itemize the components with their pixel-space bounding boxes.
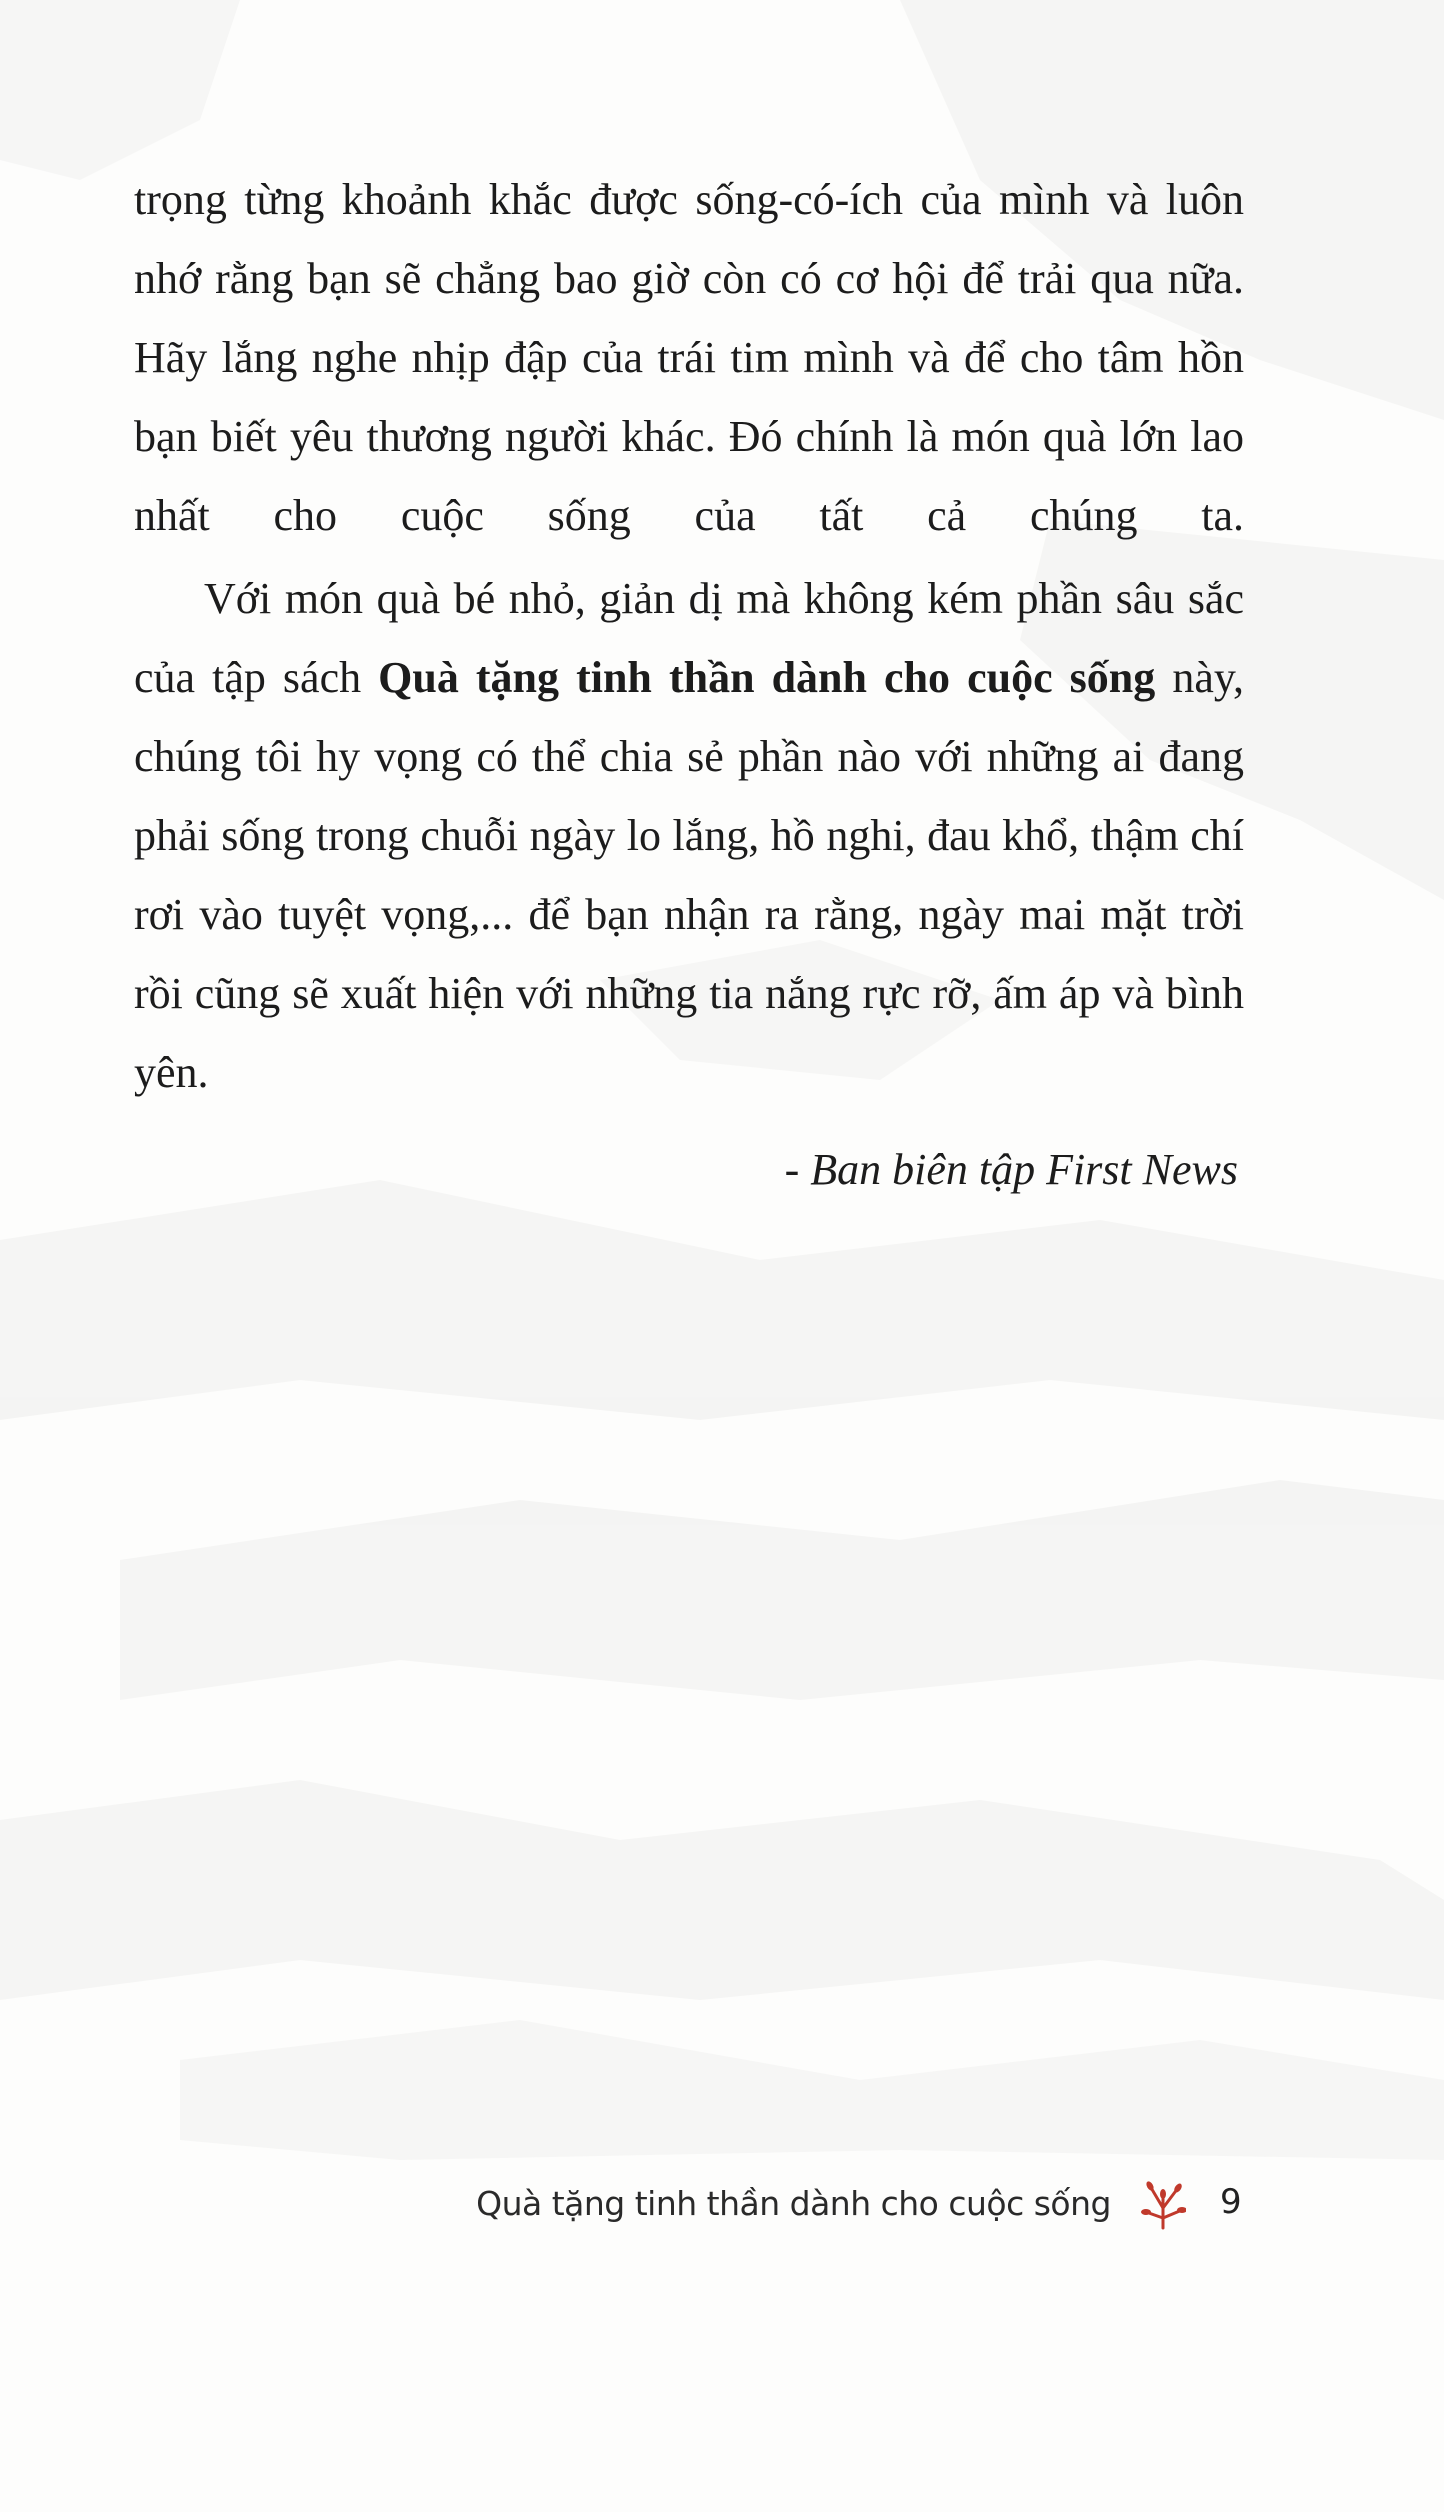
paragraph-2-rest: này, chúng tôi hy vọng có thể chia sẻ phần nào với những ai đang phải sống trong chuỗi ngày lo lắng, hồ nghi, đau khổ, thậm chí rơi vào tuyệt vọng,... để bạn nhận ra rằng, ngày mai mặt trời rồi cũng sẽ xuất hiện với những tia nắng rực rỡ, ấm áp và bình yên. [134,653,1245,1097]
page-number: 9 [1220,2182,1242,2222]
page-footer [0,2178,1444,2238]
book-title-bold: Quà tặng tinh thần dành cho cuộc sống [378,653,1156,702]
body-text [134,160,1244,1112]
editor-signature: - Ban biên tập First News [784,1145,1238,1194]
running-footer-title: Quà tặng tinh thần dành cho cuộc sống [476,2184,1111,2223]
paragraph-2 [134,559,1244,1112]
paragraph-2-intro: Với món quà bé nhỏ, giản dị mà không kém phần sâu sắc của tập sách [134,574,1244,702]
paragraph-1: trọng từng khoảnh khắc được sống-có-ích của mình và luôn nhớ rằng bạn sẽ chẳng bao giờ còn có cơ hội để trải qua nữa. Hãy lắng nghe nhịp đập của trái tim mình và để cho tâm hồn bạn biết yêu thương người khác. Đó chính là món quà lớn lao nhất cho cuộc sống của tất cả chúng ta. [134,175,1244,540]
red-sprig-icon [1140,2178,1186,2230]
